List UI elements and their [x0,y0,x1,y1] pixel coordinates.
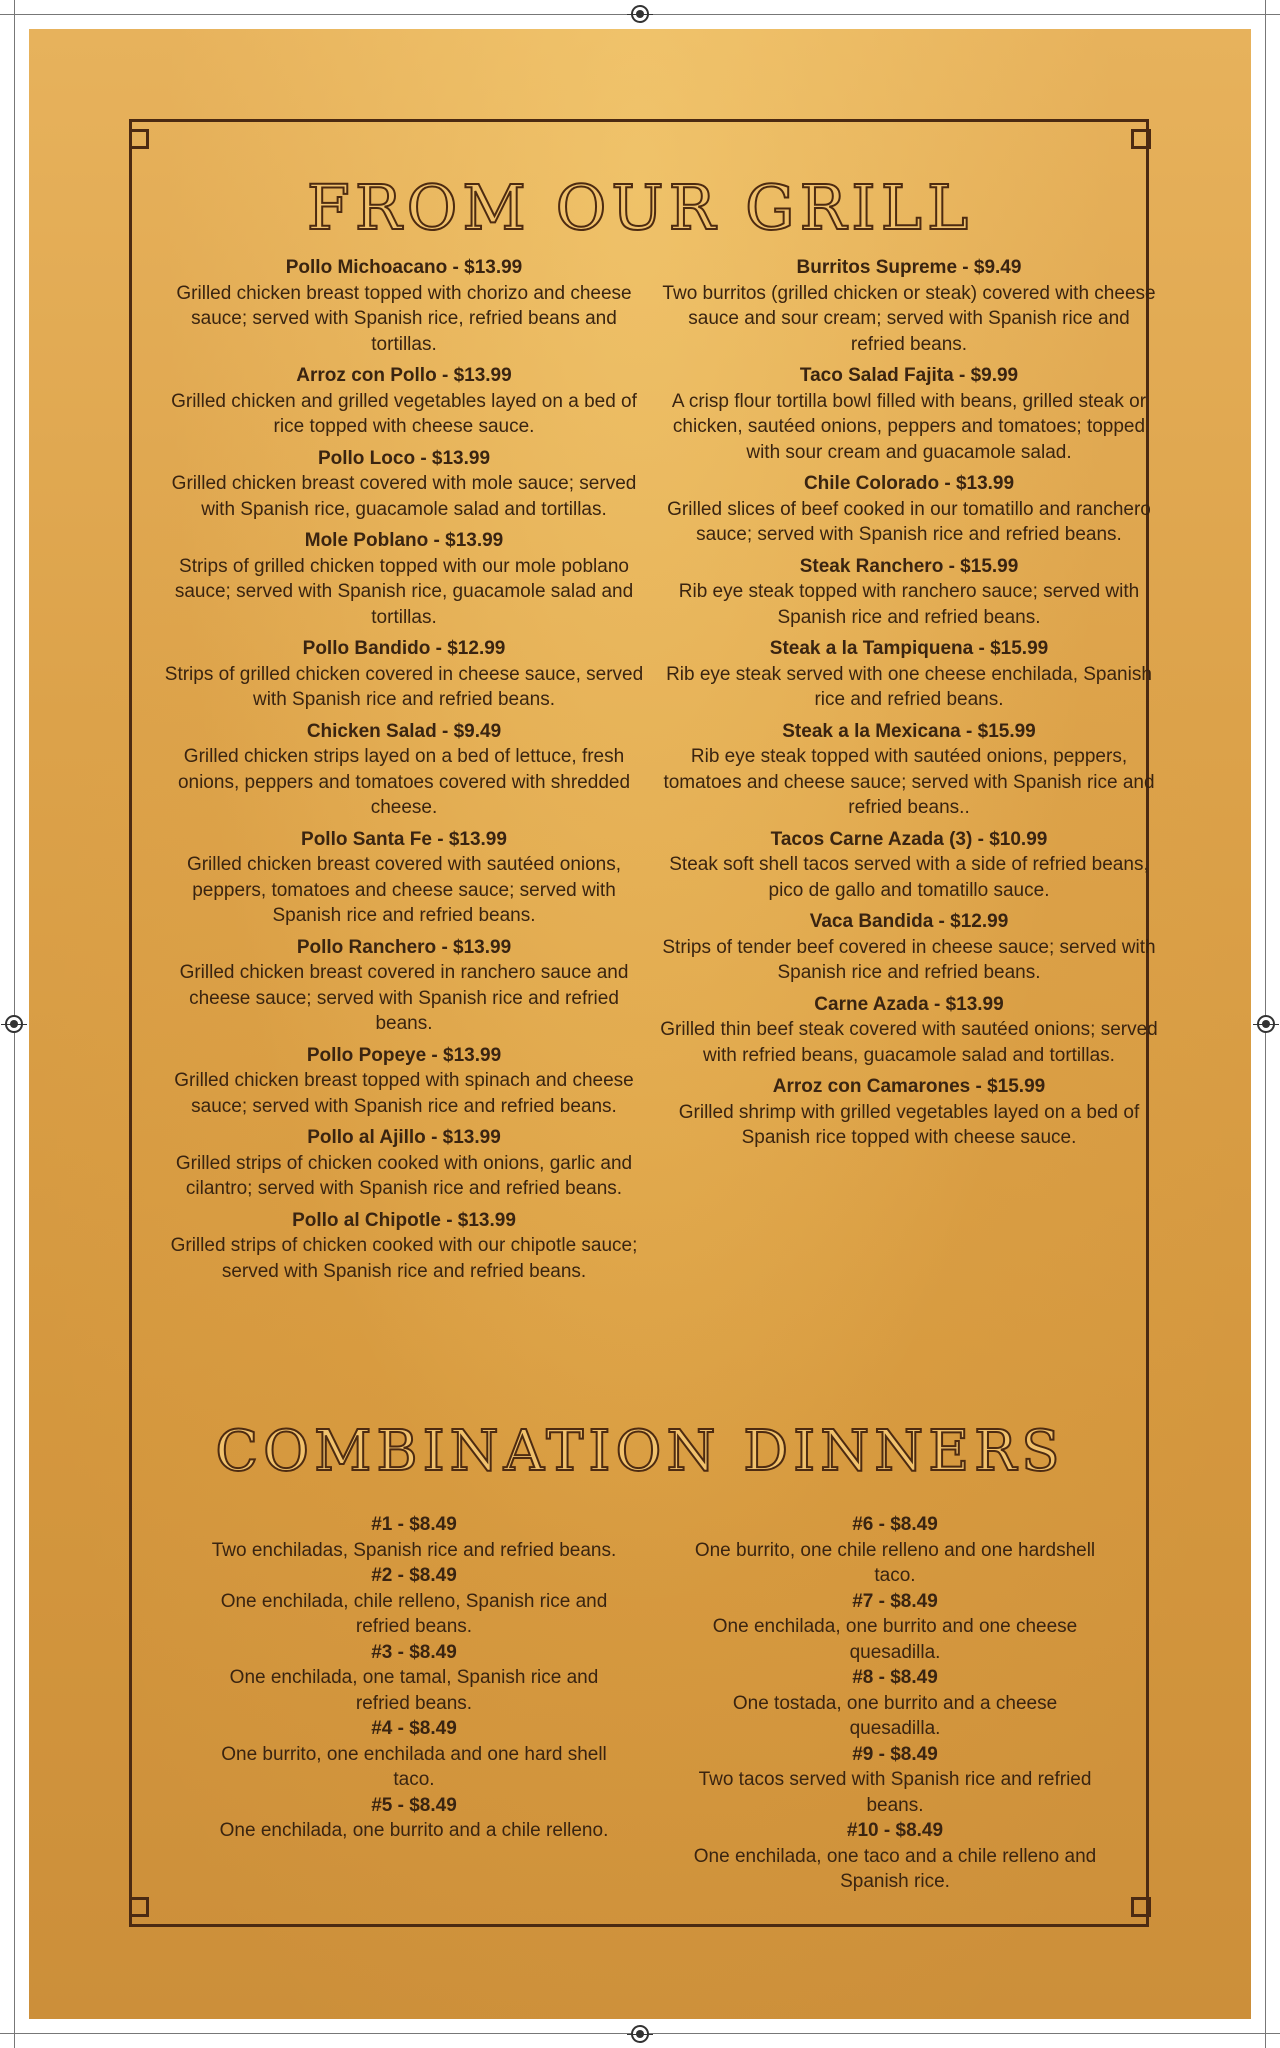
combo-item [685,1818,1105,1895]
frame-corner-ornament-icon [129,1897,149,1917]
registration-mark-right-icon [1257,1015,1275,1033]
menu-item [659,719,1159,821]
menu-item-name-price: Pollo al Chipotle - $13.99 [292,1209,516,1231]
menu-item-name-price: Steak a la Tampiquena - $15.99 [769,638,1049,659]
combo-description: One burrito, one chile relleno and one hardshell taco. [694,1539,1096,1586]
menu-item-description: Grilled chicken breast topped with spinach and cheese sauce; served with Spanish rice and refried beans. [174,1070,634,1117]
menu-item [659,471,1159,548]
combo-number-price: #6 - $8.49 [852,1514,938,1535]
menu-item-description: Grilled chicken breast covered with mole sauce; served with Spanish rice, guacamole salad and tortillas. [171,473,637,520]
frame-corner-ornament-icon [1131,1897,1151,1917]
frame-corner-ornament-icon [129,129,149,149]
menu-item-description: Grilled shrimp with grilled vegetables layed on a bed of Spanish rice topped with cheese sauce. [678,1101,1140,1148]
combo-item [685,1589,1105,1666]
combo-item [204,1563,624,1640]
combo-item [685,1742,1105,1819]
menu-item-description: Two burritos (grilled chicken or steak) covered with cheese sauce and sour cream; served with Spanish rice and refried beans. [662,282,1156,355]
menu-item-name-price: Pollo Michoacano - $13.99 [285,257,523,278]
menu-item-description: Grilled chicken and grilled vegetables layed on a bed of rice topped with cheese sauce. [171,390,637,437]
menu-item-description: Grilled strips of chicken cooked with our chipotle sauce; served with Spanish rice and refried beans. [170,1235,638,1282]
menu-item-name-price: Chicken Salad - $9.49 [306,720,502,742]
menu-item [659,255,1159,357]
grill-left-column [164,255,644,1290]
combo-item [204,1640,624,1717]
combo-description: One tostada, one burrito and a cheese quesadilla. [732,1692,1058,1739]
combo-number-price: #4 - $8.49 [371,1718,457,1739]
menu-item [659,636,1159,713]
menu-item-description: Strips of tender beef covered in cheese sauce; served with Spanish rice and refried beans. [662,936,1156,983]
menu-item-description: Grilled strips of chicken cooked with onions, garlic and cilantro; served with Spanish rice and refried beans. [175,1152,633,1199]
registration-mark-top-icon [631,5,649,23]
menu-item-description: Grilled chicken strips layed on a bed of lettuce, fresh onions, peppers and tomatoes covered with shredded cheese. [177,746,631,818]
menu-item [164,1208,644,1285]
menu-item [164,827,644,929]
combo-number-price: #2 - $8.49 [371,1565,457,1586]
menu-item [164,935,644,1037]
combo-description: One enchilada, one burrito and one cheese quesadilla. [712,1616,1078,1663]
menu-item [659,363,1159,465]
menu-item [164,363,644,440]
menu-item-description: A crisp flour tortilla bowl filled with beans, grilled steak or chicken, sautéed onions, peppers and tomatoes; topped with sour cream and guacamole salad. [671,390,1147,463]
menu-item [659,1074,1159,1151]
combo-left-column [204,1512,624,1844]
combo-number-price: #3 - $8.49 [371,1641,457,1663]
combo-item [204,1716,624,1793]
menu-item-name-price: Pollo Ranchero - $13.99 [296,936,512,958]
combo-number-price: #9 - $8.49 [852,1743,938,1765]
menu-item-name-price: Steak Ranchero - $15.99 [799,555,1019,577]
menu-item-description: Steak soft shell tacos served with a side of refried beans, pico de gallo and tomatillo sauce. [669,854,1149,901]
menu-item [164,1043,644,1120]
menu-item-description: Grilled chicken breast covered in ranchero sauce and cheese sauce; served with Spanish rice and refried beans. [179,962,629,1034]
menu-page [29,29,1251,2019]
menu-item [659,909,1159,986]
menu-item-name-price: Burritos Supreme - $9.49 [796,257,1022,278]
menu-item [164,636,644,713]
menu-item-name-price: Carne Azada - $13.99 [814,993,1004,1015]
menu-item [164,446,644,523]
registration-mark-bottom-icon [631,2025,649,2043]
combo-number-price: #8 - $8.49 [852,1667,938,1688]
menu-item [164,1125,644,1202]
combo-item [204,1793,624,1844]
combo-item [204,1512,624,1563]
menu-item-description: Rib eye steak topped with ranchero sauce; served with Spanish rice and refried beans. [678,581,1140,628]
combo-right-column [685,1512,1105,1895]
menu-item-name-price: Tacos Carne Azada (3) - $10.99 [770,828,1048,850]
menu-item-description: Strips of grilled chicken covered in cheese sauce, served with Spanish rice and refried beans. [164,663,644,710]
combo-description: Two tacos served with Spanish rice and refried beans. [698,1769,1092,1816]
menu-item-name-price: Chile Colorado - $13.99 [803,473,1015,494]
combo-description: One burrito, one enchilada and one hard shell taco. [221,1743,607,1790]
combo-description: Two enchiladas, Spanish rice and refried beans. [211,1539,617,1561]
menu-item [164,255,644,357]
frame-corner-ornament-icon [1131,129,1151,149]
combo-description: One enchilada, chile relleno, Spanish rice and refried beans. [220,1590,608,1637]
menu-item [659,992,1159,1069]
grill-right-column [659,255,1159,1157]
menu-item-description: Grilled chicken breast covered with sautéed onions, peppers, tomatoes and cheese sauce; served with Spanish rice and refried beans. [186,854,622,926]
combo-number-price: #7 - $8.49 [852,1590,938,1612]
menu-item-description: Grilled thin beef steak covered with sautéed onions; served with refried beans, guacamole salad and tortillas. [660,1019,1158,1066]
menu-item-name-price: Arroz con Pollo - $13.99 [296,365,512,386]
combo-number-price: #5 - $8.49 [371,1794,457,1816]
menu-item-description: Strips of grilled chicken topped with our mole poblano sauce; served with Spanish rice, guacamole salad and tortillas. [174,555,634,628]
registration-mark-left-icon [5,1015,23,1033]
menu-item-description: Grilled chicken breast topped with chorizo and cheese sauce; served with Spanish rice, refried beans and tortillas. [176,282,632,355]
menu-item [164,528,644,630]
menu-item-description: Grilled slices of beef cooked in our tomatillo and ranchero sauce; served with Spanish rice and refried beans. [667,498,1151,545]
menu-item-name-price: Taco Salad Fajita - $9.99 [799,365,1019,386]
menu-item-name-price: Pollo Santa Fe - $13.99 [301,828,507,850]
menu-item-description: Rib eye steak topped with sautéed onions, peppers, tomatoes and cheese sauce; served with Spanish rice and refried beans.. [663,746,1155,818]
menu-item [659,554,1159,631]
combo-section-title: COMBINATION DINNERS [215,1419,1065,1484]
menu-item-name-price: Arroz con Camarones - $15.99 [772,1076,1046,1097]
combo-number-price: #10 - $8.49 [846,1820,944,1841]
menu-item [164,719,644,821]
combo-description: One enchilada, one taco and a chile relleno and Spanish rice. [693,1845,1097,1892]
menu-item-name-price: Pollo Popeye - $13.99 [306,1044,502,1066]
combo-item [685,1665,1105,1742]
menu-item-name-price: Vaca Bandida - $12.99 [809,911,1009,932]
menu-item-name-price: Mole Poblano - $13.99 [304,530,504,551]
combo-description: One enchilada, one tamal, Spanish rice and refried beans. [229,1667,599,1714]
menu-item-name-price: Pollo Bandido - $12.99 [302,638,506,659]
combo-item [685,1512,1105,1589]
menu-item-name-price: Pollo al Ajillo - $13.99 [307,1127,501,1148]
menu-item-description: Rib eye steak served with one cheese enchilada, Spanish rice and refried beans. [666,663,1152,710]
menu-item [659,827,1159,904]
menu-item-name-price: Steak a la Mexicana - $15.99 [782,720,1036,742]
menu-item-name-price: Pollo Loco - $13.99 [317,447,491,469]
grill-section-title: FROM OUR GRILL [306,171,974,244]
combo-number-price: #1 - $8.49 [371,1514,457,1535]
combo-description: One enchilada, one burrito and a chile relleno. [219,1820,609,1841]
